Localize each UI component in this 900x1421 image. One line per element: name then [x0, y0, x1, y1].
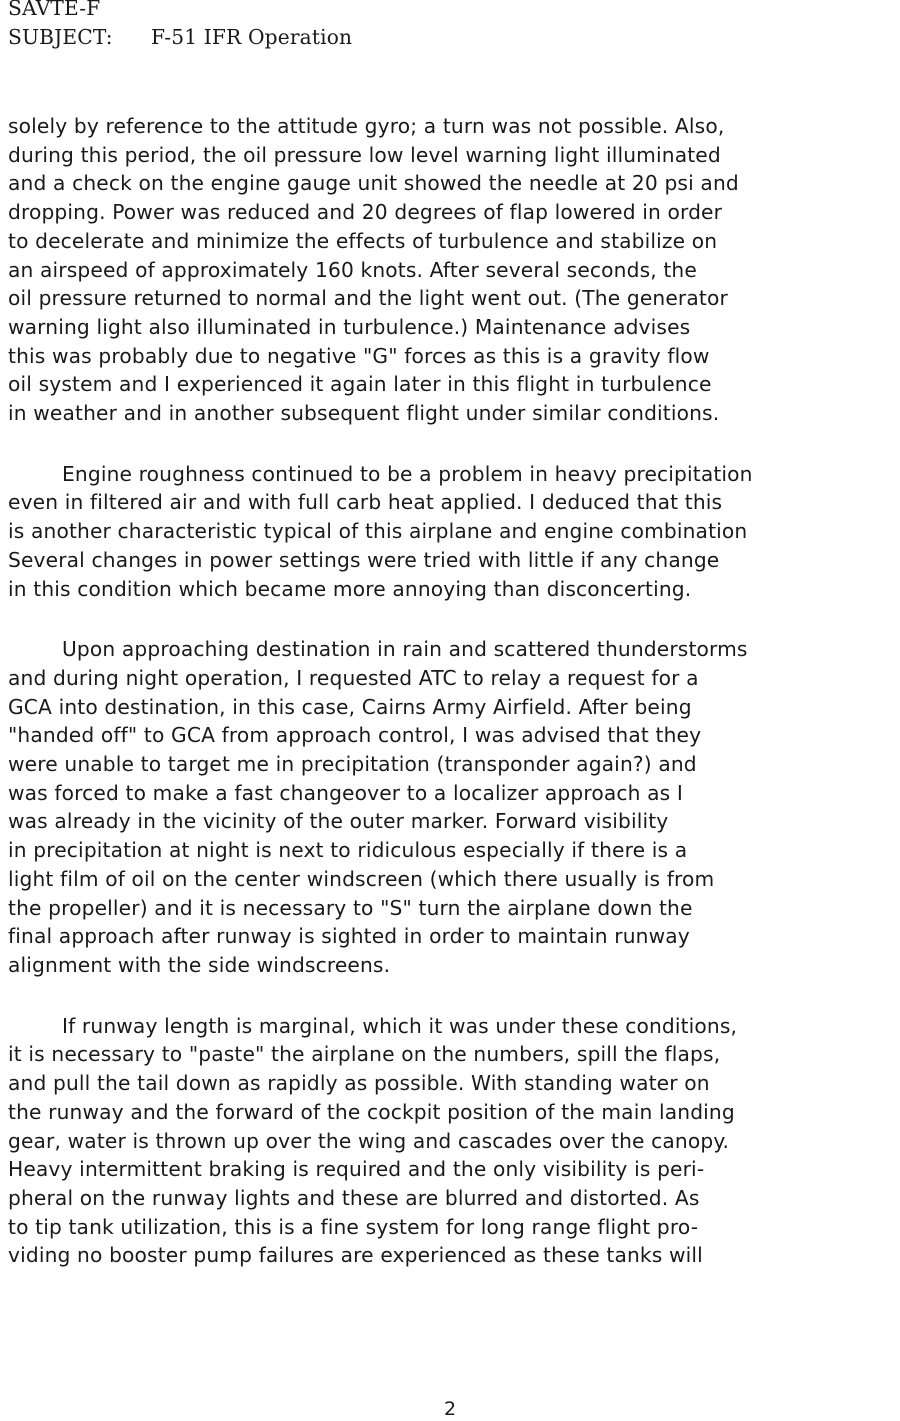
text-line: to tip tank utilization, this is a fine system for long range flight pro-: [8, 1214, 699, 1239]
text-line: If runway length is marginal, which it was under these conditions,: [62, 1013, 738, 1038]
office-code: SAVTE-F: [8, 0, 101, 20]
text-line: is another characteristic typical of this airplane and engine combination: [8, 519, 748, 544]
memo-header: [8, 0, 352, 51]
text-line: solely by reference to the attitude gyro; a turn was not possible. Also,: [8, 114, 725, 138]
text-line: light film of oil on the center windscreen (which there usually is from: [8, 866, 715, 891]
text-line: Heavy intermittent braking is required and the only visibility is peri-: [8, 1157, 705, 1182]
text-line: it is necessary to "paste" the airplane on the numbers, spill the flaps,: [8, 1042, 721, 1067]
text-line: gear, water is thrown up over the wing and cascades over the canopy.: [8, 1128, 730, 1153]
subject-label: SUBJECT:: [8, 24, 113, 49]
text-line: and pull the tail down as rapidly as possible. With standing water on: [8, 1071, 710, 1096]
subject-line: [8, 23, 352, 52]
text-line: warning light also illuminated in turbulence.) Maintenance advises: [8, 314, 691, 339]
text-line: even in filtered air and with full carb heat applied. I deduced that this: [8, 490, 723, 515]
text-line: during this period, the oil pressure low level warning light illuminated: [8, 142, 721, 167]
text-line: in this condition which became more annoying than disconcerting.: [8, 576, 692, 601]
text-line: to decelerate and minimize the effects of turbulence and stabilize on: [8, 228, 718, 253]
paragraph-1: [8, 112, 892, 428]
paragraph-4: [8, 1012, 892, 1270]
text-line: this was probably due to negative "G" forces as this is a gravity flow: [8, 343, 710, 368]
text-line: "handed off" to GCA from approach control, I was advised that they: [8, 723, 702, 748]
text-line: dropping. Power was reduced and 20 degrees of flap lowered in order: [8, 200, 723, 225]
text-line: and a check on the engine gauge unit showed the needle at 20 psi and: [8, 171, 739, 196]
paragraph-spacer: [8, 603, 892, 635]
text-line: oil system and I experienced it again later in this flight in turbulence: [8, 372, 712, 397]
text-line: Several changes in power settings were tried with little if any change: [8, 547, 720, 572]
text-line: the runway and the forward of the cockpit position of the main landing: [8, 1099, 735, 1124]
text-line: alignment with the side windscreens.: [8, 952, 391, 977]
paragraph-spacer: [8, 980, 892, 1012]
text-line: in precipitation at night is next to ridiculous especially if there is a: [8, 838, 688, 863]
text-line: an airspeed of approximately 160 knots. After several seconds, the: [8, 257, 697, 282]
text-line: pheral on the runway lights and these are blurred and distorted. As: [8, 1185, 700, 1210]
text-line: was already in the vicinity of the outer marker. Forward visibility: [8, 809, 669, 834]
text-line: and during night operation, I requested ATC to relay a request for a: [8, 665, 699, 690]
memo-body: [8, 112, 892, 1270]
text-line: in weather and in another subsequent flight under similar conditions.: [8, 401, 720, 426]
subject-value: F-51 IFR Operation: [151, 24, 353, 49]
page-number: 2: [443, 1398, 457, 1420]
text-line: oil pressure returned to normal and the light went out. (The generator: [8, 286, 728, 311]
text-line: viding no booster pump failures are experienced as these tanks will: [8, 1243, 703, 1268]
text-line: Upon approaching destination in rain and scattered thunderstorms: [62, 637, 748, 662]
paragraph-spacer: [8, 428, 892, 460]
paragraph-2: [8, 460, 892, 604]
text-line: Engine roughness continued to be a problem in heavy precipitation: [62, 461, 753, 486]
text-line: was forced to make a fast changeover to a localizer approach as I: [8, 780, 683, 805]
text-line: the propeller) and it is necessary to "S" turn the airplane down the: [8, 895, 693, 920]
text-line: were unable to target me in precipitation (transponder again?) and: [8, 752, 697, 777]
text-line: GCA into destination, in this case, Cairns Army Airfield. After being: [8, 694, 692, 719]
text-line: final approach after runway is sighted in order to maintain runway: [8, 924, 690, 949]
paragraph-3: [8, 635, 892, 979]
